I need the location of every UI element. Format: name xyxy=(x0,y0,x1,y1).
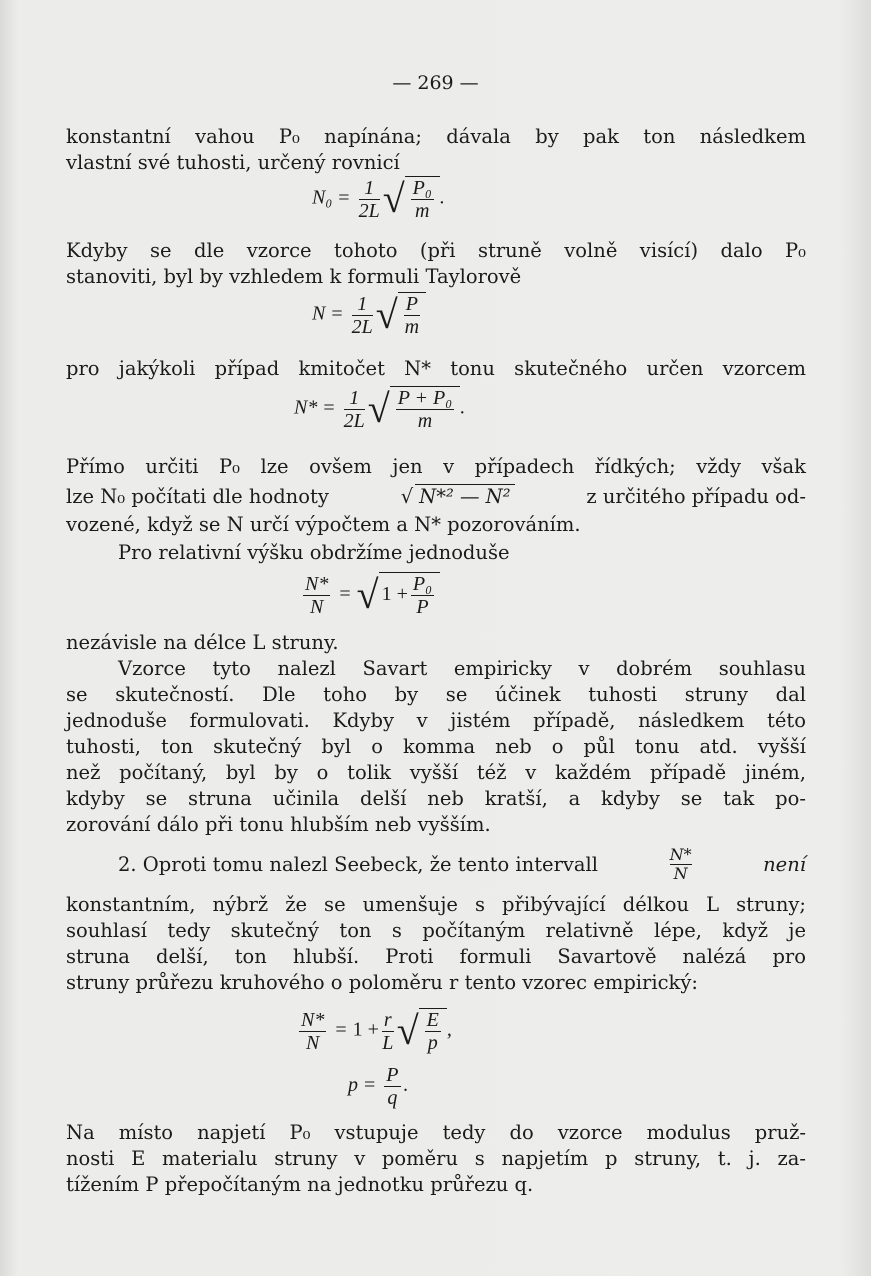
fraction-numerator: r xyxy=(383,1008,392,1031)
fraction-numerator: P xyxy=(386,1064,399,1086)
formula-term: 1 + xyxy=(352,1018,379,1041)
text-line: souhlasí tedy skutečný ton s počítaným relativně lépe, když je xyxy=(66,919,806,942)
text-segment: 2. Oproti tomu nalezl Seebeck, že tento intervall xyxy=(118,852,599,876)
formula-punct: . xyxy=(460,396,466,419)
text-segment: lze N₀ počítati dle hodnoty xyxy=(66,485,329,508)
fraction-denominator: 2L xyxy=(351,315,373,338)
fraction-numerator: N* xyxy=(669,845,692,864)
fraction-denominator: 2L xyxy=(343,409,365,432)
formula-lhs: p xyxy=(348,1074,358,1097)
radicand-denominator: p xyxy=(427,1032,438,1054)
text-line: vozené, když se N určí výpočtem a N* pozorováním. xyxy=(66,513,581,536)
text-line: tížením P přepočítaným na jednotku průřezu q. xyxy=(66,1173,534,1196)
text-line: kdyby se struna učinila delší neb kratší, a kdyby se tak po- xyxy=(66,787,806,810)
formula-lhs: N xyxy=(312,302,326,325)
text-line: vlastní své tuhosti, určený rovnicí xyxy=(66,151,400,174)
radicand-numerator: P + P₀ xyxy=(397,387,453,409)
formula-lhs: N* xyxy=(294,396,318,419)
text-line: tuhosti, ton skutečný byl o komma neb o půl tonu atd. vyšší xyxy=(66,735,806,758)
radicand-numerator: E xyxy=(426,1009,439,1031)
text-line: nezávisle na délce L struny. xyxy=(66,631,339,654)
fraction-numerator: N* xyxy=(305,572,329,595)
text-line: Pro relativní výšku obdržíme jednoduše xyxy=(118,541,510,564)
formula-term: 1 + xyxy=(381,583,408,606)
fraction-denominator: N xyxy=(673,864,688,883)
fraction-numerator: 1 xyxy=(359,177,380,200)
text-line: se skutečností. Dle toho by se účinek tuhosti struny dal xyxy=(66,683,806,706)
formula-n0: N₀ = $\frac{1}{2L}$ √ $\frac{\text{P₀}}{m}$ . xyxy=(312,176,445,222)
text-line: zorování dálo při tonu hlubším neb vyšším. xyxy=(66,813,491,836)
text-line xyxy=(66,484,806,510)
text-line: stanoviti, byl by vzhledem k formuli Taylorově xyxy=(66,265,522,288)
text-line: Vzorce tyto nalezl Savart empiricky v dobrém souhlasu xyxy=(118,657,806,680)
text-line: konstantní vahou P₀ napínána; dávala by pak ton následkem xyxy=(66,125,806,148)
fraction-denominator: q xyxy=(387,1087,398,1109)
formula-taylor: N = $\frac{1}{2L}$ √ $\frac{P}{m}$ xyxy=(312,292,426,338)
formula-punct: . xyxy=(403,1074,409,1097)
text-line: Kdyby se dle vzorce tohoto (při struně volně visící) dalo P₀ xyxy=(66,239,806,262)
text-line: Přímo určiti P₀ lze ovšem jen v případech řídkých; vždy však xyxy=(66,455,806,478)
page-number: — 269 — xyxy=(392,72,479,94)
text-line xyxy=(118,846,806,883)
text-line: Na místo napjetí P₀ vstupuje tedy do vzorce modulus pruž- xyxy=(66,1121,806,1144)
formula-nstar: N* = $\frac{1}{2L}$ √ $\frac{\text{P + P₀}}{m}$ . xyxy=(294,386,466,432)
text-line: než počítaný, byl by o tolik vyšší též v každém případě jiném, xyxy=(66,761,806,784)
fraction-numerator: 1 xyxy=(344,387,365,410)
radicand-numerator: P xyxy=(405,293,418,315)
radicand-numerator: P₀ xyxy=(412,573,433,595)
fraction-denominator: N xyxy=(310,595,324,618)
text-line: struna delší, ton hlubší. Proti formuli Savartově nalézá pro xyxy=(66,945,806,968)
formula-seebeck: $\frac{N*}{N}$ = 1 + $\frac{r}{L}$ √ $\frac{E}{p}$ , xyxy=(301,1008,452,1054)
radicand-denominator: P xyxy=(416,596,429,618)
inline-radicand: N*² — N² xyxy=(415,484,514,508)
text-line: jednoduše formulovati. Kdyby v jistém případě, následkem této xyxy=(66,709,806,732)
text-line: pro jakýkoli případ kmitočet N* tonu skutečného určen vzorcem xyxy=(66,357,806,380)
formula-lhs: N₀ xyxy=(312,186,333,209)
fraction-denominator: N xyxy=(306,1031,320,1054)
inline-radical: √ N*² — N² xyxy=(401,484,515,510)
fraction-numerator: N* xyxy=(301,1008,325,1031)
formula-relative-pitch: $\frac{N*}{N}$ = √ 1 + $\frac{\text{P₀}}{P}$ xyxy=(300,572,440,618)
formula-tension: p = $\frac{P}{q}$ . xyxy=(348,1064,409,1109)
text-segment: z určitého případu od- xyxy=(586,485,806,508)
radicand-denominator: m xyxy=(404,316,420,338)
text-line: struny průřezu kruhového o poloměru r tento vzorec empirický: xyxy=(66,971,698,994)
inline-fraction xyxy=(670,846,692,883)
radicand-denominator: m xyxy=(415,200,430,222)
fraction-denominator: L xyxy=(382,1031,394,1054)
text-line: nosti E materialu struny v poměru s napjetím p struny, t. j. za- xyxy=(66,1147,806,1170)
fraction-denominator: 2L xyxy=(358,199,380,222)
radicand-numerator: P₀ xyxy=(412,177,432,199)
radicand-denominator: m xyxy=(417,410,433,432)
text-line: konstantním, nýbrž že se umenšuje s přibývající délkou L struny; xyxy=(66,893,806,916)
fraction-numerator: 1 xyxy=(352,293,373,316)
formula-punct: . xyxy=(439,186,445,209)
text-segment: není xyxy=(763,852,806,876)
formula-punct: , xyxy=(446,1018,452,1041)
